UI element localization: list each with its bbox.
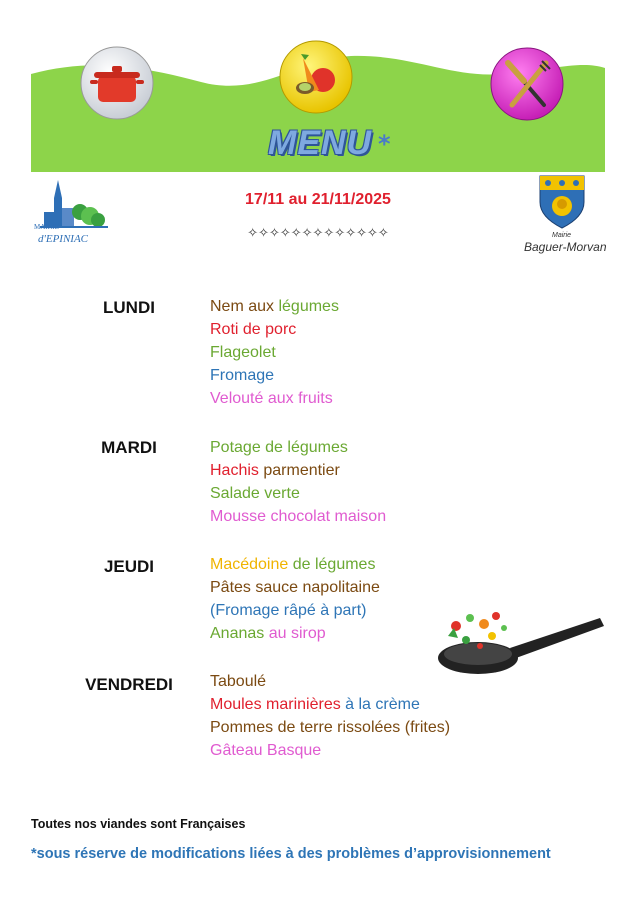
dish-item (210, 693, 450, 716)
dish-item (210, 459, 386, 482)
day-vendredi: VENDREDI (85, 675, 173, 694)
dish-text: Taboulé (210, 673, 267, 690)
dish-item (210, 576, 380, 599)
dish-text: légumes (278, 298, 339, 315)
menu-dates: 17/11 au 21/11/2025 (245, 191, 391, 208)
dish-text: Velouté aux fruits (210, 390, 333, 407)
epiniac-logo-line1: MAIRIE (34, 223, 59, 231)
dish-text: Fromage (210, 367, 275, 384)
dishes-jeudi (210, 553, 380, 645)
dish-item (210, 553, 380, 576)
day-lundi: LUNDI (103, 298, 155, 317)
title-asterisk: * (378, 130, 391, 158)
dish-text: au sirop (268, 625, 326, 642)
baguer-morvan-logo-line2: Baguer-Morvan (524, 240, 607, 254)
dish-text: Potage de légumes (210, 439, 348, 456)
dish-text: Hachis (210, 462, 264, 479)
baguer-morvan-logo (526, 172, 610, 256)
knife-fork-icon (490, 47, 564, 121)
dish-item (210, 387, 339, 410)
dish-item (210, 341, 339, 364)
dish-item (210, 318, 339, 341)
dish-item (210, 295, 339, 318)
epiniac-logo-line2: d'EPINIAC (38, 233, 89, 245)
dish-item (210, 716, 450, 739)
dish-text: Flageolet (210, 344, 276, 361)
dish-text: Pâtes sauce napolitaine (210, 579, 380, 596)
dish-text: parmentier (263, 462, 340, 479)
dish-text: Gâteau Basque (210, 742, 322, 759)
dish-item (210, 364, 339, 387)
day-mardi: MARDI (101, 438, 157, 457)
dish-item (210, 505, 386, 528)
dish-text: Moules marinières (210, 696, 346, 713)
dish-text: Macédoine (210, 556, 293, 573)
dish-text: Pommes de terre rissolées (frites) (210, 719, 451, 736)
supply-disclaimer: *sous réserve de modifications liées à des problèmes d’approvisionnement (31, 846, 551, 862)
dish-text: Mousse chocolat maison (210, 508, 387, 525)
dish-item (210, 599, 380, 622)
dish-text: à la crème (345, 696, 420, 713)
fruits-vegetables-icon (279, 40, 353, 114)
frying-pan-icon (436, 606, 606, 680)
dishes-lundi (210, 295, 339, 410)
dishes-vendredi (210, 670, 450, 762)
dish-text: de légumes (292, 556, 376, 573)
dishes-mardi (210, 436, 386, 528)
dish-item (210, 482, 386, 505)
dish-item (210, 436, 386, 459)
dish-item (210, 670, 450, 693)
dish-item (210, 739, 450, 762)
page-title: MENU (268, 124, 373, 162)
dish-text: Roti de porc (210, 321, 297, 338)
dish-text: Ananas (210, 625, 269, 642)
baguer-morvan-logo-line1: Mairie (552, 232, 572, 239)
cooking-pot-icon (80, 46, 154, 120)
epiniac-logo (34, 176, 118, 254)
meat-origin-note: Toutes nos viandes sont Françaises (31, 817, 246, 831)
decorative-divider: ✧✧✧✧✧✧✧✧✧✧✧✧✧ (247, 226, 389, 241)
day-jeudi: JEUDI (103, 557, 155, 576)
dish-text: (Fromage râpé à part) (210, 602, 367, 619)
dish-text: Salade verte (210, 485, 300, 502)
dish-text: Nem aux (210, 298, 279, 315)
dish-item (210, 622, 380, 645)
